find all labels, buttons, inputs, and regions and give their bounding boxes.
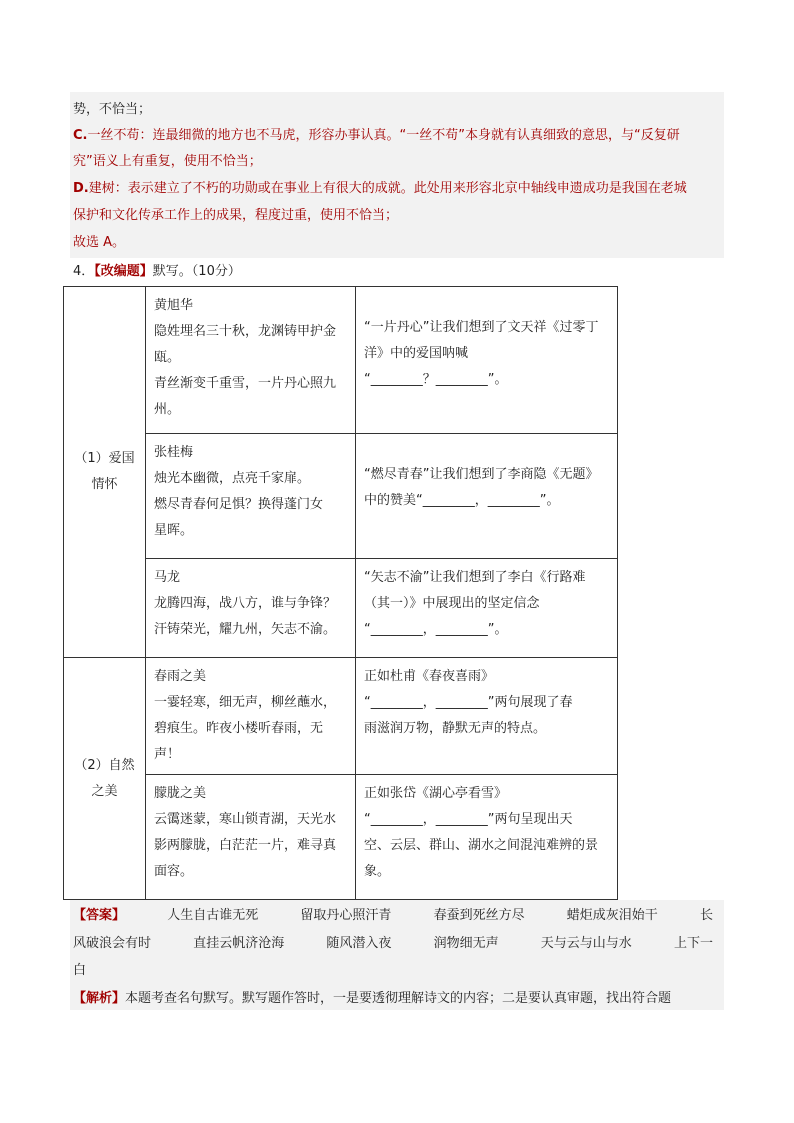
analysis-line-1: 势，不恰当； (73, 102, 152, 117)
poem-line: 烛光本幽微，点亮千家扉。 (154, 471, 311, 486)
option-d-text: 建树：表示建立了不朽的功勋或在事业上有很大的成就。此处用来形容北京中轴线申遗成功是我国在老城 (88, 181, 687, 196)
poem-subject: 春雨之美 (154, 669, 207, 684)
answer-item: 蜡炬成灰泪始干 (566, 908, 658, 923)
prompt-line: 洋》中的爱国呐喊 (364, 346, 469, 361)
option-c-line-1 (73, 124, 680, 143)
answer-item: 随风潜入夜 (326, 936, 392, 951)
analysis-row (73, 987, 671, 1006)
blank-line: 中的赞美“________，________”。 (364, 493, 560, 508)
poem-line: 星晖。 (154, 523, 194, 538)
question-number: 4． (73, 264, 95, 279)
question-heading (73, 260, 241, 279)
option-d-line-1 (73, 177, 687, 196)
poem-subject: 张桂梅 (154, 445, 194, 460)
answer-row-1 (73, 904, 713, 923)
poem-line: 州。 (154, 402, 181, 417)
analysis-top-block (70, 92, 724, 258)
answer-item: 人生自古谁无死 (167, 908, 259, 923)
poem-subject: 马龙 (154, 570, 181, 585)
blank-line: “________，________”两句呈现出天 (364, 812, 573, 827)
option-d-label: D. (73, 181, 89, 196)
poem-cell (146, 775, 356, 900)
answer-item: 留取丹心照汗青 (300, 908, 392, 923)
question-tag: 【改编题】 (94, 264, 153, 279)
prompt-line: 雨滋润万物，静默无声的特点。 (364, 721, 547, 736)
poem-table (63, 286, 618, 900)
poem-cell (146, 434, 356, 559)
poem-line: 隐姓埋名三十秋，龙渊铸甲护金 (154, 324, 337, 339)
blank-line: “________？________”。 (364, 372, 508, 387)
prompt-line: 正如杜甫《春夜喜雨》 (364, 669, 495, 684)
answer-item: 风破浪会有时 (73, 936, 152, 951)
answer-item: 白 (73, 963, 87, 978)
prompt-cell (356, 434, 618, 559)
category-nature: （2）自然之美 (64, 658, 146, 900)
prompt-line: 象。 (364, 864, 391, 879)
blank-line: “________，________”两句展现了春 (364, 695, 573, 710)
prompt-cell (356, 559, 618, 658)
table-row (64, 434, 618, 559)
answer-item: 天与云与山与水 (540, 936, 632, 951)
answer-row-2 (73, 932, 713, 951)
poem-line: 面容。 (154, 864, 194, 879)
analysis-text: 本题考查名句默写。默写题作答时，一是要透彻理解诗文的内容；二是要认真审题，找出符合题 (125, 991, 672, 1006)
poem-line: 云霭迷蒙，寒山锁青湖，天光水 (154, 812, 337, 827)
poem-subject: 朦胧之美 (154, 786, 207, 801)
question-text: 默写。（10分） (152, 264, 241, 279)
table-row (64, 287, 618, 434)
answer-item: 润物细无声 (433, 936, 499, 951)
poem-line: 汗铸荣光，耀九州，矢志不渝。 (154, 622, 337, 637)
option-c-line-2: 究”语义上有重复，使用不恰当； (73, 154, 262, 169)
table-row (64, 658, 618, 775)
table-row (64, 559, 618, 658)
poem-line: 一霎轻寒，细无声，柳丝蘸水， (154, 695, 337, 710)
prompt-cell (356, 658, 618, 775)
poem-line: 碧痕生。昨夜小楼听春雨，无声！ (154, 721, 324, 762)
poem-cell (146, 559, 356, 658)
answer-item: 上下一 (673, 936, 713, 951)
answer-label: 【答案】 (73, 908, 126, 923)
poem-line: 瓯。 (154, 350, 181, 365)
table-row (64, 775, 618, 900)
poem-line: 影两朦胧，白茫茫一片，难寻真 (154, 838, 337, 853)
prompt-line: “燃尽青春”让我们想到了李商隐《无题》 (364, 467, 599, 482)
prompt-cell (356, 775, 618, 900)
poem-line: 龙腾四海，战八方，谁与争锋？ (154, 596, 337, 611)
poem-line: 燃尽青春何足惧？换得蓬门女 (154, 497, 324, 512)
option-d-line-2: 保护和文化传承工作上的成果，程度过重，使用不恰当； (73, 208, 399, 223)
option-c-label: C. (73, 128, 88, 143)
poem-cell (146, 287, 356, 434)
prompt-line: “一片丹心”让我们想到了文天祥《过零丁 (364, 320, 599, 335)
analysis-label: 【解析】 (73, 991, 126, 1006)
blank-line: “________，________”。 (364, 622, 508, 637)
answer-row-3 (73, 959, 86, 978)
poem-cell (146, 658, 356, 775)
poem-subject: 黄旭华 (154, 298, 194, 313)
answer-item: 长 (699, 908, 713, 923)
prompt-cell (356, 287, 618, 434)
conclusion: 故选 A。 (73, 235, 126, 250)
prompt-line: 空、云层、群山、湖水之间混沌难辨的景 (364, 838, 599, 853)
poem-line: 青丝渐变千重雪，一片丹心照九 (154, 376, 337, 391)
answer-item: 春蚕到死丝方尽 (433, 908, 525, 923)
category-patriotism: （1）爱国情怀 (64, 287, 146, 658)
option-c-text: 一丝不苟：连最细微的地方也不马虎，形容办事认真。“一丝不苟”本身就有认真细致的意思，与“反复研 (87, 128, 680, 143)
prompt-line: “矢志不渝”让我们想到了李白《行路难 (364, 570, 586, 585)
prompt-line: （其一）》中展现出的坚定信念 (364, 596, 540, 611)
prompt-line: 正如张岱《湖心亭看雪》 (364, 786, 508, 801)
answer-item: 直挂云帆济沧海 (193, 936, 285, 951)
